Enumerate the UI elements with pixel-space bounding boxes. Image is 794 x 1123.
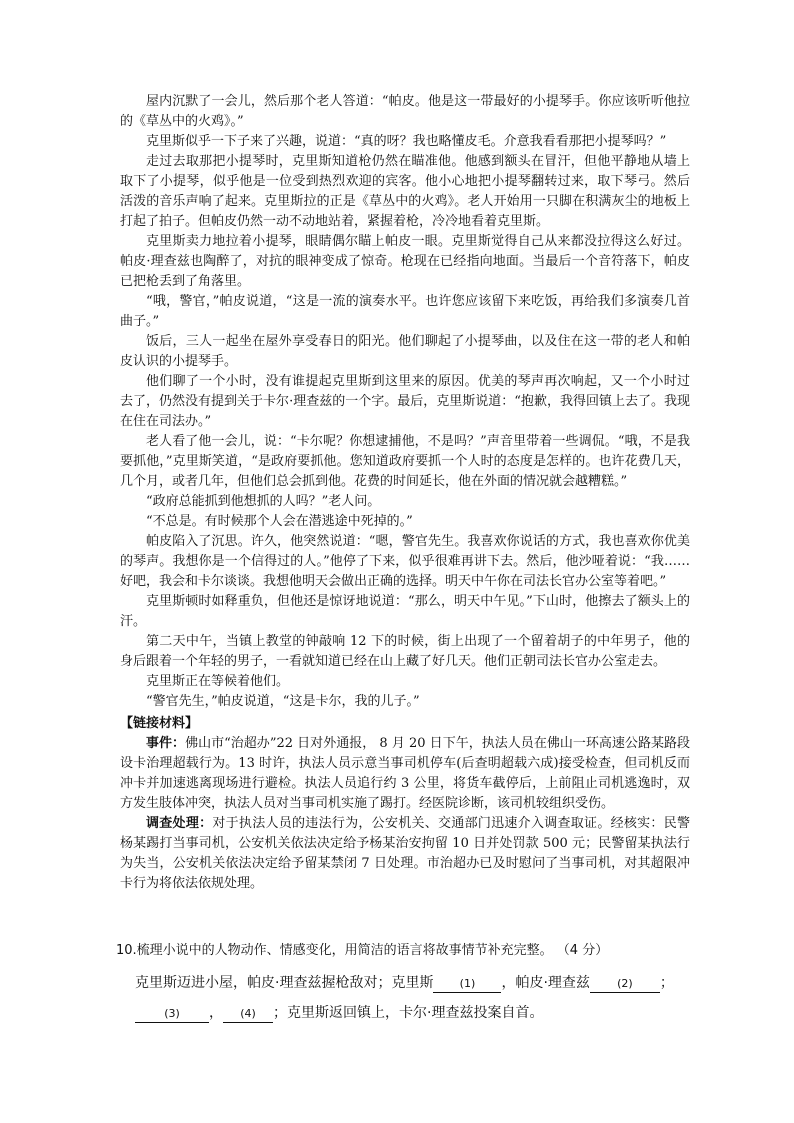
answer-text: ， <box>209 1005 223 1021</box>
story-paragraph: 克里斯顿时如释重负，但他还是惊讶地说道：“那么，明天中午见。”下山时，他擦去了额头上的汗。 <box>120 594 690 629</box>
answer-text: ； <box>659 975 674 991</box>
result-label: 调查处理： <box>146 816 213 831</box>
story-paragraph: 老人看了他一会儿，说：“卡尔呢？你想逮捕他，不是吗？”声音里带着一些调侃。“哦，不是我要抓他，”克里斯笑道，“是政府要抓他。您知道政府要抓一个人时的态度是怎样的。也许花费几天，几个月，或者几年，但他们总会抓到他。花费的时间延长，他在外面的情况就会越糟糕。” <box>120 434 690 489</box>
answer-plot-line <box>135 968 715 1028</box>
story-paragraph: 帕皮陷入了沉思。许久，他突然说道：“嗯，警官先生。我喜欢你说话的方式，我也喜欢你优美的琴声。我想你是一个信得过的人。”他停了下来，似乎很难再讲下去。然后，他沙哑着说：“我……好吧，我会和卡尔谈谈。我想他明天会做出正确的选择。明天中午你在司法长官办公室等着吧。” <box>120 534 690 589</box>
story-paragraph: 屋内沉默了一会儿，然后那个老人答道：“帕皮。他是这一带最好的小提琴手。你应该听听他拉的《草丛中的火鸡》。” <box>120 94 690 129</box>
story-paragraph: 克里斯卖力地拉着小提琴，眼睛偶尔瞄上帕皮一眼。克里斯觉得自己从来都没拉得这么好过。帕皮·理查兹也陶醉了，对抗的眼神变成了惊奇。枪现在已经指向地面。当最后一个音符落下，帕皮已把枪丢到了角落里。 <box>120 234 690 289</box>
answer-blank-3[interactable]: (3) <box>135 1006 209 1023</box>
story-paragraph: “哦，警官，”帕皮说道，“这是一流的演奏水平。也许您应该留下来吃饭，再给我们多演奏几首曲子。” <box>120 294 690 329</box>
story-paragraph: 饭后，三人一起坐在屋外享受春日的阳光。他们聊起了小提琴曲，以及住在这一带的老人和帕皮认识的小提琴手。 <box>120 334 690 369</box>
story-paragraph: “政府总能抓到他想抓的人吗？”老人问。 <box>146 494 381 509</box>
story-paragraph: 第二天中午，当镇上教堂的钟敲响 12 下的时候，街上出现了一个留着胡子的中年男子，他的身后跟着一个年轻的男子，一看就知道已经在山上藏了好几天。他们正朝司法长官办公室走去。 <box>120 634 690 669</box>
answer-blank-4[interactable]: (4) <box>223 1006 273 1023</box>
event-label: 事件： <box>146 736 186 751</box>
story-text <box>120 92 690 894</box>
story-paragraph: 克里斯正在等候着他们。 <box>146 674 290 689</box>
answer-text: 克里斯迈进小屋，帕皮·理查兹握枪敌对；克里斯 <box>135 975 434 991</box>
story-paragraph: 克里斯似乎一下子来了兴趣，说道：“真的呀？我也略懂皮毛。介意我看看那把小提琴吗？” <box>146 134 667 149</box>
question-10: 10.梳理小说中的人物动作、情感变化，用简洁的语言将故事情节补充完整。 （4 分） <box>116 943 609 958</box>
material-result <box>120 814 690 894</box>
answer-blank-1[interactable]: (1) <box>433 976 501 993</box>
answer-text: ，帕皮·理查兹 <box>501 975 590 991</box>
result-text: 对于执法人员的违法行为，公安机关、交通部门迅速介入调查取证。经核实：民警杨某踢打当事司机，公安机关依法决定给予杨某治安拘留 10 日并处罚款 500 元；民警留某执法行为失当，公安机关依法决定给予留某禁闭 7 日处理。市治超办已及时慰问了当事司机，对其超限冲卡行为将依法依规处理。 <box>120 816 690 891</box>
event-text: 佛山市“治超办”22 日对外通报， 8 月 20 日下午，执法人员在佛山一环高速公路某路段设卡治理超载行为。13 时许，执法人员示意当事司机停车(后查明超载六成)接受检查，但司机反而冲卡并加速逃离现场进行避检。执法人员追行约 3 公里，将货车截停后，上前阻止司机逃逸时，双方发生肢体冲突，执法人员对当事司机实施了踢打。经医院诊断，该司机较组织受伤。 <box>120 736 690 811</box>
answer-blank-2[interactable]: (2) <box>590 976 660 993</box>
story-paragraph: “不总是。有时候那个人会在潜逃途中死掉的。” <box>146 514 413 529</box>
story-paragraph: 他们聊了一个小时，没有谁提起克里斯到这里来的原因。优美的琴声再次响起，又一个小时过去了，仍然没有提到关于卡尔·理查兹的一个字。最后，克里斯说道：“抱歉，我得回镇上去了。我现在住在司法办。” <box>120 374 690 429</box>
story-paragraph: 走过去取那把小提琴时，克里斯知道枪仍然在瞄准他。他感到额头在冒汗，但他平静地从墙上取下了小提琴，似乎他是一位受到热烈欢迎的宾客。他小心地把小提琴翻转过来，取下琴弓。然后活泼的音乐声响了起来。克里斯拉的正是《草丛中的火鸡》。老人开始用一只脚在积满灰尘的地板上打起了拍子。但帕皮仍然一动不动地站着，紧握着枪，冷冷地看着克里斯。 <box>120 154 690 229</box>
answer-text: ；克里斯返回镇上，卡尔·理查兹投案自首。 <box>273 1005 544 1021</box>
material-event <box>120 734 690 814</box>
material-heading: 【链接材料】 <box>120 716 199 731</box>
story-paragraph: “警官先生，”帕皮说道，“这是卡尔，我的儿子。” <box>146 694 420 709</box>
